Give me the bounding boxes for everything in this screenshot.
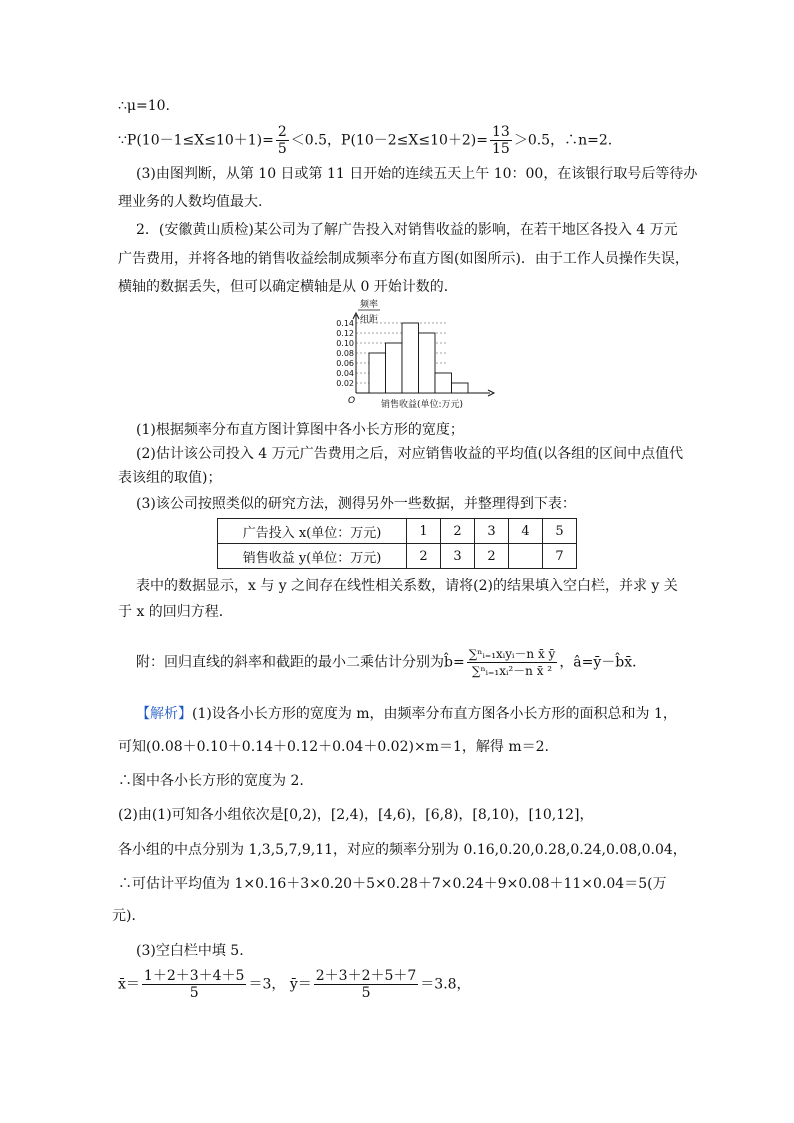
histogram-bar [452, 383, 469, 393]
y-tick-label: 0.06 [336, 359, 354, 368]
text-line: (3)该公司按照类似的研究方法，测得另外一些数据，并整理得到下表： [136, 496, 576, 512]
analysis-tag: 【解析】 [136, 706, 192, 722]
histogram-bar [369, 353, 386, 393]
table-row [218, 519, 577, 544]
y-tick-label: 0.08 [336, 349, 354, 358]
text-line: 可知(0.08＋0.10＋0.14＋0.12＋0.04＋0.02)×m＝1，解得 m＝2. [118, 739, 549, 755]
y-axis-label-top: 频率 [360, 300, 379, 310]
table-cell: 3 [441, 544, 475, 569]
origin-label: O [348, 396, 356, 406]
text-line: 各小组的中点分别为 1,3,5,7,9,11，对应的频率分别为 0.16,0.20,0.28,0.24,0.08,0.04， [118, 842, 687, 858]
text-line: ∵P(10－1≤X≤10＋1)= $\frac{2}{5}$ ＜0.5，P(10－2≤X≤10＋2)= $\frac{13}{15}$ ＞0.5，∴n=2. [118, 124, 613, 157]
table-cell-blank [509, 544, 543, 569]
text-line: 理业务的人数均值最大. [118, 194, 263, 210]
text-line: ∴可估计平均值为 1×0.16＋3×0.20＋5×0.28＋7×0.24＋9×0.08＋11×0.04＝5(万 [118, 876, 667, 892]
text-line: (3)空白栏中填 5. [136, 943, 244, 959]
text-line: 表该组的取值)； [118, 470, 222, 486]
text-line: 元)． [112, 908, 146, 924]
table-cell: 4 [509, 519, 543, 544]
text-line: (3)由图判断，从第 10 日或第 11 日开始的连续五天上午 10：00，在该银行取号后等待办 [136, 166, 698, 182]
text-line: 2．(安徽黄山质检)某公司为了解广告投入对销售收益的影响，在若干地区各投入 4 万元 [136, 222, 678, 238]
histogram-chart [318, 295, 498, 415]
text-line: 广告费用，并将各地的销售收益绘制成频率分布直方图(如图所示)．由于工作人员操作失误， [118, 251, 689, 267]
text-line: 于 x 的回归方程． [118, 604, 233, 620]
table-cell: 7 [543, 544, 577, 569]
fraction: $\frac{1+2+3+4+5}{5}$ [143, 968, 245, 1001]
histogram-bar [435, 373, 452, 393]
histogram-bar [419, 333, 436, 393]
text-line: ∴μ=10. [118, 98, 171, 114]
text-line: (2)由(1)可知各小组依次是[0,2)，[2,4)，[4,6)，[6,8)，[8,10)，[10,12]， [118, 807, 594, 823]
table-cell: 1 [407, 519, 441, 544]
fraction: $\frac{2}{5}$ [277, 124, 287, 157]
text-line: 【解析】(1)设各小长方形的宽度为 m，由频率分布直方图各小长方形的面积总和为 1， [136, 706, 677, 722]
table-row [218, 544, 577, 569]
formula-line: x̄＝ $\frac{1+2+3+4+5}{5}$ ＝3， ȳ＝ $\frac{2+3+2+5+7}{5}$ ＝3.8， [118, 968, 471, 1001]
table-cell: 5 [543, 519, 577, 544]
text-line: 表中的数据显示，x 与 y 之间存在线性相关系数，请将(2)的结果填入空白栏，并求 y 关 [136, 578, 678, 594]
table-cell: 2 [407, 544, 441, 569]
table-header-cell: 广告投入 x(单位：万元) [218, 519, 407, 544]
histogram-bar [386, 343, 403, 393]
y-tick-label: 0.10 [336, 339, 354, 348]
formula-line: 附：回归直线的斜率和截距的最小二乘估计分别为b̂= $\frac{\text{∑ⁿᵢ₌₁xᵢyᵢ－n x̄ ȳ}}{\text{∑ⁿᵢ₌₁xᵢ²－n x̄ ²}}$ ，â=ȳ－b̂x̄． [136, 647, 647, 678]
y-tick-label: 0.14 [336, 319, 354, 328]
table-cell: 2 [441, 519, 475, 544]
text-line: (1)根据频率分布直方图计算图中各小长方形的宽度； [136, 422, 464, 438]
text-line: 横轴的数据丢失，但可以确定横轴是从 0 开始计数的． [118, 279, 458, 295]
y-axis-label-bottom: 组距 [360, 315, 379, 325]
table-cell: 3 [475, 519, 509, 544]
x-axis-label: 销售收益(单位:万元) [380, 400, 464, 410]
text-line: (2)估计该公司投入 4 万元广告费用之后，对应销售收益的平均值(以各组的区间中点值代 [136, 446, 684, 462]
fraction: $\frac{13}{15}$ [492, 124, 510, 157]
text-line: ∴图中各小长方形的宽度为 2. [118, 773, 304, 789]
data-table [217, 518, 577, 569]
fraction: $\frac{2+3+2+5+7}{5}$ [315, 968, 417, 1001]
histogram-bar [402, 323, 419, 393]
table-header-cell: 销售收益 y(单位：万元) [218, 544, 407, 569]
y-tick-label: 0.02 [336, 379, 354, 388]
table-cell: 2 [475, 544, 509, 569]
y-tick-label: 0.04 [336, 369, 354, 378]
y-tick-label: 0.12 [336, 329, 354, 338]
fraction: $\frac{\text{∑ⁿᵢ₌₁xᵢyᵢ－n x̄ ȳ}}{\text{∑ⁿᵢ₌₁xᵢ²－n x̄ ²}}$ [468, 647, 556, 678]
